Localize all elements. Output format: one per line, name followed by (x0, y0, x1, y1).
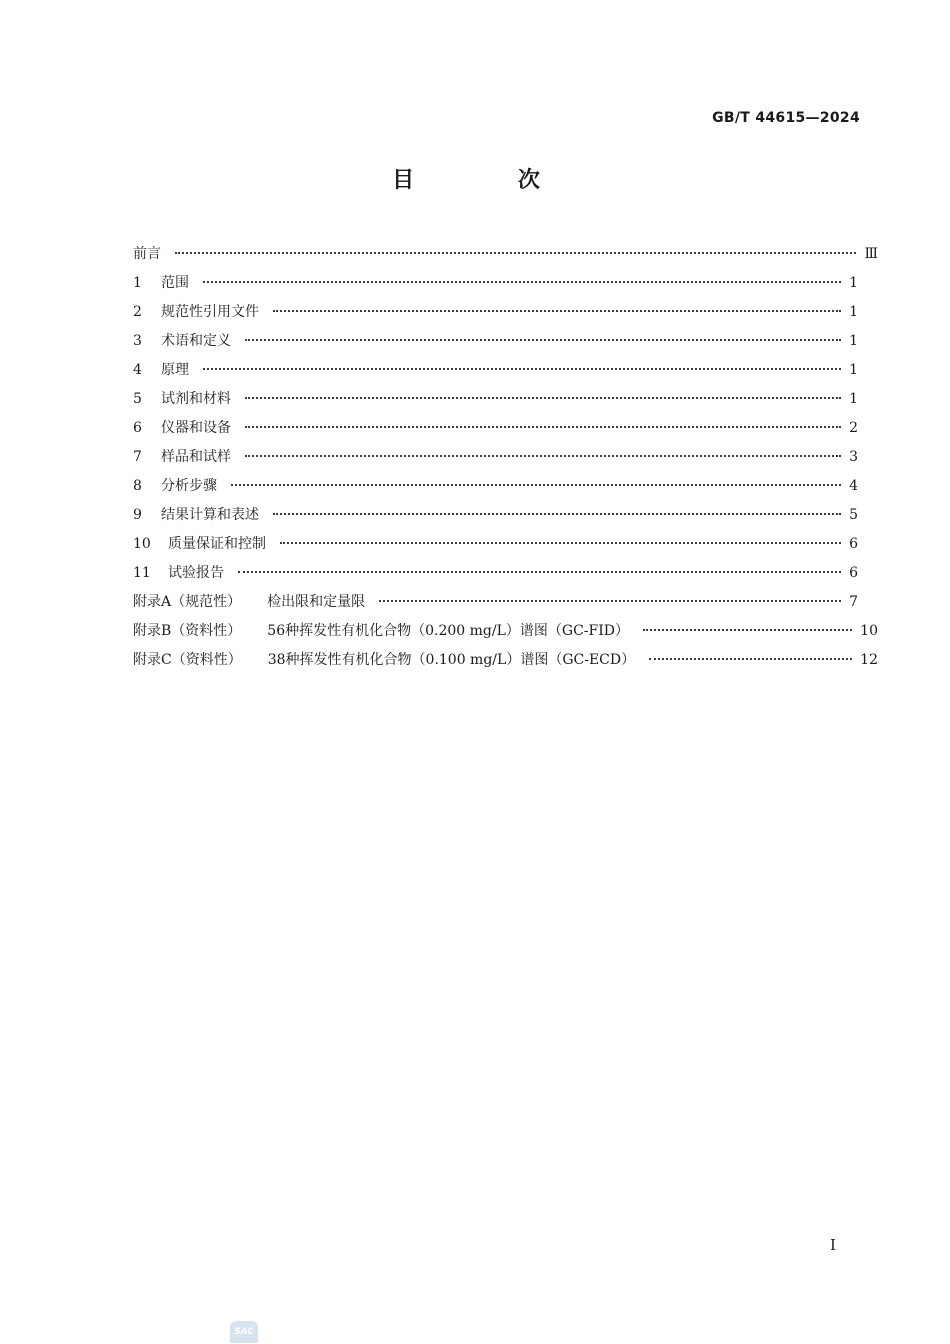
toc-entry-number: 4 (133, 362, 142, 378)
toc-entry-11[interactable] (133, 559, 858, 588)
table-of-contents (133, 240, 878, 675)
dot-leader (245, 425, 841, 428)
toc-appendix-type: （规范性） (171, 594, 242, 610)
dot-leader (273, 512, 841, 515)
toc-entry-page: 6 (849, 565, 858, 581)
toc-entry-label: 检出限和定量限 (267, 594, 366, 610)
toc-entry-page: 5 (849, 507, 858, 523)
toc-entry-page: 12 (860, 652, 878, 668)
toc-entry-number: 1 (133, 275, 142, 291)
toc-appendix-type: （资料性） (171, 652, 242, 668)
dot-leader (175, 251, 856, 254)
dot-leader (245, 338, 841, 341)
toc-entry-appendix-a[interactable] (133, 588, 858, 617)
toc-entry-number: 7 (133, 449, 142, 465)
dot-leader (238, 570, 841, 573)
toc-entry-page: 7 (849, 594, 858, 610)
toc-entry-number: 5 (133, 391, 142, 407)
toc-appendix-id: 附录C (133, 652, 172, 668)
page-title: 目 次 (392, 168, 588, 193)
toc-entry-label: 试验报告 (168, 565, 224, 581)
dot-leader (203, 367, 841, 370)
toc-appendix-type: （资料性） (171, 623, 242, 639)
toc-entry-3[interactable] (133, 327, 858, 356)
toc-entry-page: 1 (849, 391, 858, 407)
toc-entry-label: 56种挥发性有机化合物（0.200 mg/L）谱图（GC-FID） (267, 623, 629, 639)
toc-entry-2[interactable] (133, 298, 858, 327)
toc-entry-page: 1 (849, 275, 858, 291)
dot-leader (280, 541, 841, 544)
dot-leader (643, 628, 852, 631)
toc-entry-label: 规范性引用文件 (161, 304, 259, 320)
page-number: Ⅰ (830, 1236, 836, 1254)
toc-entry-number: 6 (133, 420, 142, 436)
toc-entry-9[interactable] (133, 501, 858, 530)
toc-entry-label: 样品和试样 (161, 449, 231, 465)
dot-leader (245, 396, 841, 399)
toc-entry-label: 原理 (161, 362, 189, 378)
dot-leader (203, 280, 841, 283)
toc-entry-page: 10 (860, 623, 878, 639)
toc-entry-label: 仪器和设备 (161, 420, 231, 436)
toc-entry-label: 分析步骤 (161, 478, 217, 494)
toc-entry-label: 结果计算和表述 (161, 507, 259, 523)
toc-entry-page: 3 (849, 449, 858, 465)
toc-entry-page: 1 (849, 362, 858, 378)
toc-entry-label: 试剂和材料 (161, 391, 231, 407)
toc-entry-appendix-b[interactable] (133, 617, 878, 646)
toc-entry-6[interactable] (133, 414, 858, 443)
toc-appendix-id: 附录A (133, 594, 172, 610)
standard-code: GB/T 44615—2024 (712, 110, 860, 126)
toc-entry-10[interactable] (133, 530, 858, 559)
toc-entry-page: 1 (849, 333, 858, 349)
toc-entry-7[interactable] (133, 443, 858, 472)
toc-entry-number: 3 (133, 333, 142, 349)
toc-entry-number: 11 (133, 565, 151, 581)
toc-entry-8[interactable] (133, 472, 858, 501)
toc-entry-number: 9 (133, 507, 142, 523)
toc-entry-label: 范围 (161, 275, 189, 291)
sac-logo: SAC (230, 1321, 258, 1343)
toc-entry-page: 4 (849, 478, 858, 494)
toc-entry-page: 6 (849, 536, 858, 552)
dot-leader (273, 309, 841, 312)
toc-entry-label: 前言 (133, 246, 161, 262)
toc-entry-appendix-c[interactable] (133, 646, 878, 675)
toc-entry-label: 质量保证和控制 (168, 536, 266, 552)
toc-entry-number: 2 (133, 304, 142, 320)
toc-entry-label: 术语和定义 (161, 333, 231, 349)
toc-entry-number: 10 (133, 536, 151, 552)
toc-entry-page: 2 (849, 420, 858, 436)
toc-entry-foreword[interactable] (133, 240, 878, 269)
toc-entry-5[interactable] (133, 385, 858, 414)
toc-appendix-id: 附录B (133, 623, 172, 639)
toc-entry-page: 1 (849, 304, 858, 320)
dot-leader (231, 483, 841, 486)
toc-entry-label: 38种挥发性有机化合物（0.100 mg/L）谱图（GC-ECD） (267, 652, 636, 668)
dot-leader (245, 454, 841, 457)
toc-entry-page: Ⅲ (864, 246, 878, 262)
toc-entry-1[interactable] (133, 269, 858, 298)
toc-entry-4[interactable] (133, 356, 858, 385)
toc-entry-number: 8 (133, 478, 142, 494)
dot-leader (649, 657, 852, 660)
dot-leader (379, 599, 841, 602)
